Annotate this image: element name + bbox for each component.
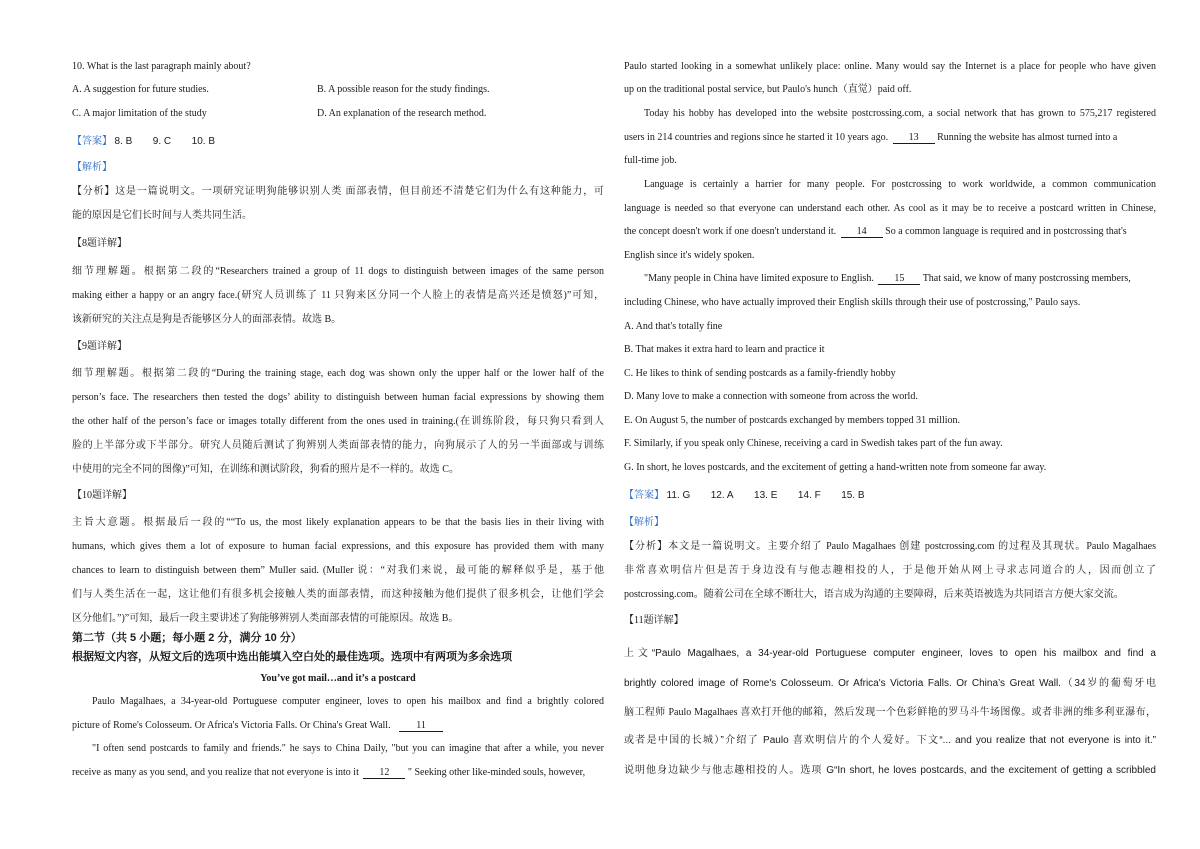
passage-line: full-time job. xyxy=(624,155,677,166)
analysis-line: 非常喜欢明信片但是苦于身边没有与他志趣相投的人，于是他开始从网上寻求志同道合的人，因而创立了 xyxy=(624,565,1156,576)
answer-13: 13. E xyxy=(754,490,778,501)
passage-line: including Chinese, who have actually improved their English skills through their use of postcrossing," Paulo says. xyxy=(624,297,1081,308)
q10-option-a: A. A suggestion for future studies. xyxy=(72,84,209,95)
q11-detail-line: 上文“Paulo Magalhaes, a 34-year-old Portuguese computer engineer, loves to open his mailbox and find a xyxy=(624,648,1156,659)
passage-text: users in 214 countries and regions since he started it 10 years ago. xyxy=(624,132,889,143)
q11-detail-line: 或者是中国的长城）”介绍了 Paulo 喜欢明信片的个人爱好。下文“... and you realize that not everyone is into it.” xyxy=(624,735,1156,746)
q10-option-b: B. A possible reason for the study findings. xyxy=(317,84,490,95)
q9-detail-line: the other half of the person’s face or images totally different from the ones used in training.(在训练阶段，每只狗只看到人 xyxy=(72,416,604,427)
blank-14: 14 xyxy=(841,226,883,238)
q9-detail-line: 脸的上半部分或下半部分。研究人员随后测试了狗辨别人类面部表情的能力，向狗展示了人的另一半面部或与训练 xyxy=(72,440,604,451)
passage-line xyxy=(624,131,1117,145)
passage-line xyxy=(624,272,1131,286)
answer-line-11-15 xyxy=(624,489,883,503)
q9-detail-line: 细节理解题。根据第二段的“During the training stage, each dog was shown only the upper half or the lower half of the xyxy=(72,368,604,379)
passage-line: language is needed so that everyone can understand each other. As cool as it may be to receive a postcard written in Chinese, xyxy=(624,203,1156,214)
passage-text: "Many people in China have limited exposure to English. xyxy=(644,273,874,284)
passage-line: Paulo started looking in a somewhat unlikely place: online. Many would say the Internet is a place for people who have given xyxy=(624,61,1156,72)
answer-9: 9. C xyxy=(152,136,172,147)
analysis-label: 【解析】 xyxy=(624,517,664,528)
answer-label: 【答案】 xyxy=(624,490,664,501)
passage-text: " Seeking other like-minded souls, however, xyxy=(407,767,586,778)
q10-detail-line: 区分他们。”)”可知，最后一段主要讲述了狗能够辨别人类面部表情的可能原因。故选 B。 xyxy=(72,613,459,624)
passage-text: receive as many as you send, and you realize that not everyone is into it xyxy=(72,767,359,778)
answer-label: 【答案】 xyxy=(72,136,112,147)
q10-detail-line: 们与人类生活在一起，这让他们有很多机会接触人类的面部表情，而这种接触为他们提供了很多机会，让他们学会 xyxy=(72,589,604,600)
passage-text: So a common language is required and in postcrossing that's xyxy=(885,226,1127,237)
analysis-line: 【分析】这是一篇说明文。一项研究证明狗能够识别人类 面部表情，但目前还不清楚它们为什么有这种能力，可 xyxy=(72,186,604,197)
q10-detail-line: chances to learn to distinguish between them” Muller said. (Muller 说：“对我们来说，最可能的解释似乎是，基于他 xyxy=(72,565,604,576)
blank-12: 12 xyxy=(363,767,405,779)
option-d: D. Many love to make a connection with someone from across the world. xyxy=(624,391,918,402)
answer-14: 14. F xyxy=(797,490,821,501)
passage-line xyxy=(72,719,443,733)
section-title: 第二节（共 5 小题；每小题 2 分，满分 10 分） xyxy=(72,632,302,644)
q8-detail-line: making either a happy or an angry face.(研究人员训练了 11 只狗来区分同一个人脸上的表情是高兴还是愤怒)”可知， xyxy=(72,290,604,301)
passage-line xyxy=(72,766,585,780)
q10-options-row-1 xyxy=(72,83,604,97)
analysis-line: postcrossing.com。随着公司在全球不断壮大，语言成为沟通的主要障碍，后来英语被选为共同语言方便大家交流。 xyxy=(624,589,1124,600)
q10-detail-line: 主旨大意题。根据最后一段的““To us, the most likely explanation appears to be that the basis lies in their living with xyxy=(72,517,604,528)
option-g: G. In short, he loves postcards, and the excitement of getting a hand-written note from someone far away. xyxy=(624,462,1047,473)
option-b: B. That makes it extra hard to learn and practice it xyxy=(624,344,825,355)
option-e: E. On August 5, the number of postcards exchanged by members topped 31 million. xyxy=(624,415,961,426)
analysis-line: 能的原因是它们长时间与人类共同生活。 xyxy=(72,210,252,221)
analysis-label: 【解析】 xyxy=(72,162,112,173)
answer-10: 10. B xyxy=(191,136,215,147)
passage-text: picture of Rome's Colosseum. Or Africa's Victoria Falls. Or China's Great Wall. xyxy=(72,720,391,731)
passage-text: That said, we know of many postcrossing members, xyxy=(922,273,1131,284)
option-f: F. Similarly, if you speak only Chinese, receiving a card in Swedish takes part of the fun away. xyxy=(624,438,1003,449)
q10-option-c: C. A major limitation of the study xyxy=(72,108,207,119)
option-a: A. And that's totally fine xyxy=(624,321,723,332)
blank-15: 15 xyxy=(878,273,920,285)
q8-detail-line: 细节理解题。根据第二段的“Researchers trained a group of 11 dogs to distinguish between images of the same person xyxy=(72,266,604,277)
q8-detail-label: 【8题详解】 xyxy=(72,238,127,249)
question-10-prompt: 10. What is the last paragraph mainly about? xyxy=(72,61,251,72)
q11-detail-label: 【11题详解】 xyxy=(624,615,684,626)
answer-12: 12. A xyxy=(710,490,734,501)
q11-detail-line: 说明他身边缺少与他志趣相投的人。选项 G“In short, he loves postcards, and the excitement of getting a scribbled xyxy=(624,765,1156,776)
passage-line: Today his hobby has developed into the website postcrossing.com, a social network that has grown to 575,217 registered xyxy=(644,108,1156,119)
passage-line: up on the traditional postal service, but Paulo's hunch（直觉）paid off. xyxy=(624,84,912,95)
section-instruction: 根据短文内容，从短文后的选项中选出能填入空白处的最佳选项。选项中有两项为多余选项 xyxy=(72,651,512,663)
analysis-line: 【分析】本文是一篇说明文。主要介绍了 Paulo Magalhaes 创建 postcrossing.com 的过程及其现状。Paulo Magalhaes xyxy=(624,541,1156,552)
q11-detail-line: 脑工程师 Paulo Magalhaes 喜欢打开他的邮箱，然后发现一个色彩鲜艳的罗马斗牛场图像。或者非洲的维多利亚瀑布， xyxy=(624,707,1156,718)
q10-options-row-2 xyxy=(72,107,604,121)
q11-detail-line: brightly colored image of Rome's Colosseum. Or Africa's Victoria Falls. Or China’s Great Wall.（34岁的葡萄牙电 xyxy=(624,678,1156,689)
q10-detail-line: humans, which gives them a lot of exposure to human facial expressions, and this exposure has provided them with many xyxy=(72,541,604,552)
blank-11: 11 xyxy=(399,720,443,732)
passage-line: English since it's widely spoken. xyxy=(624,250,755,261)
blank-13: 13 xyxy=(893,132,935,144)
passage-line: Paulo Magalhaes, a 34-year-old Portuguese computer engineer, loves to open his mailbox and find a brightly colored xyxy=(92,696,604,707)
q9-detail-label: 【9题详解】 xyxy=(72,341,127,352)
q9-detail-line: person’s face. The researchers then tested the dogs’ ability to distinguish between human facial expressions by showing them xyxy=(72,392,604,403)
passage-text: Running the website has almost turned into a xyxy=(937,132,1118,143)
q9-detail-line: 中使用的完全不同的图像)”可知，在训练和测试阶段，狗看的照片是不一样的。故选 C。 xyxy=(72,464,459,475)
passage-text: the concept doesn't work if one doesn't understand it. xyxy=(624,226,837,237)
passage-line: Language is certainly a harrier for many people. For postcrossing to work worldwide, a common communication xyxy=(644,179,1156,190)
answer-15: 15. B xyxy=(841,490,865,501)
passage-title: You’ve got mail…and it’s a postcard xyxy=(260,673,416,684)
q8-detail-line: 该新研究的关注点是狗是否能够区分人的面部表情。故选 B。 xyxy=(72,314,342,325)
answer-line-8-10 xyxy=(72,135,233,149)
option-c: C. He likes to think of sending postcards as a family-friendly hobby xyxy=(624,368,896,379)
answer-11: 11. G xyxy=(666,490,691,501)
q10-detail-label: 【10题详解】 xyxy=(72,490,132,501)
q10-option-d: D. An explanation of the research method. xyxy=(317,108,487,119)
passage-line: "I often send postcards to family and friends." he says to China Daily, "but you can imagine that after a while, you never xyxy=(92,743,604,754)
passage-line xyxy=(624,225,1127,239)
answer-8: 8. B xyxy=(114,136,133,147)
